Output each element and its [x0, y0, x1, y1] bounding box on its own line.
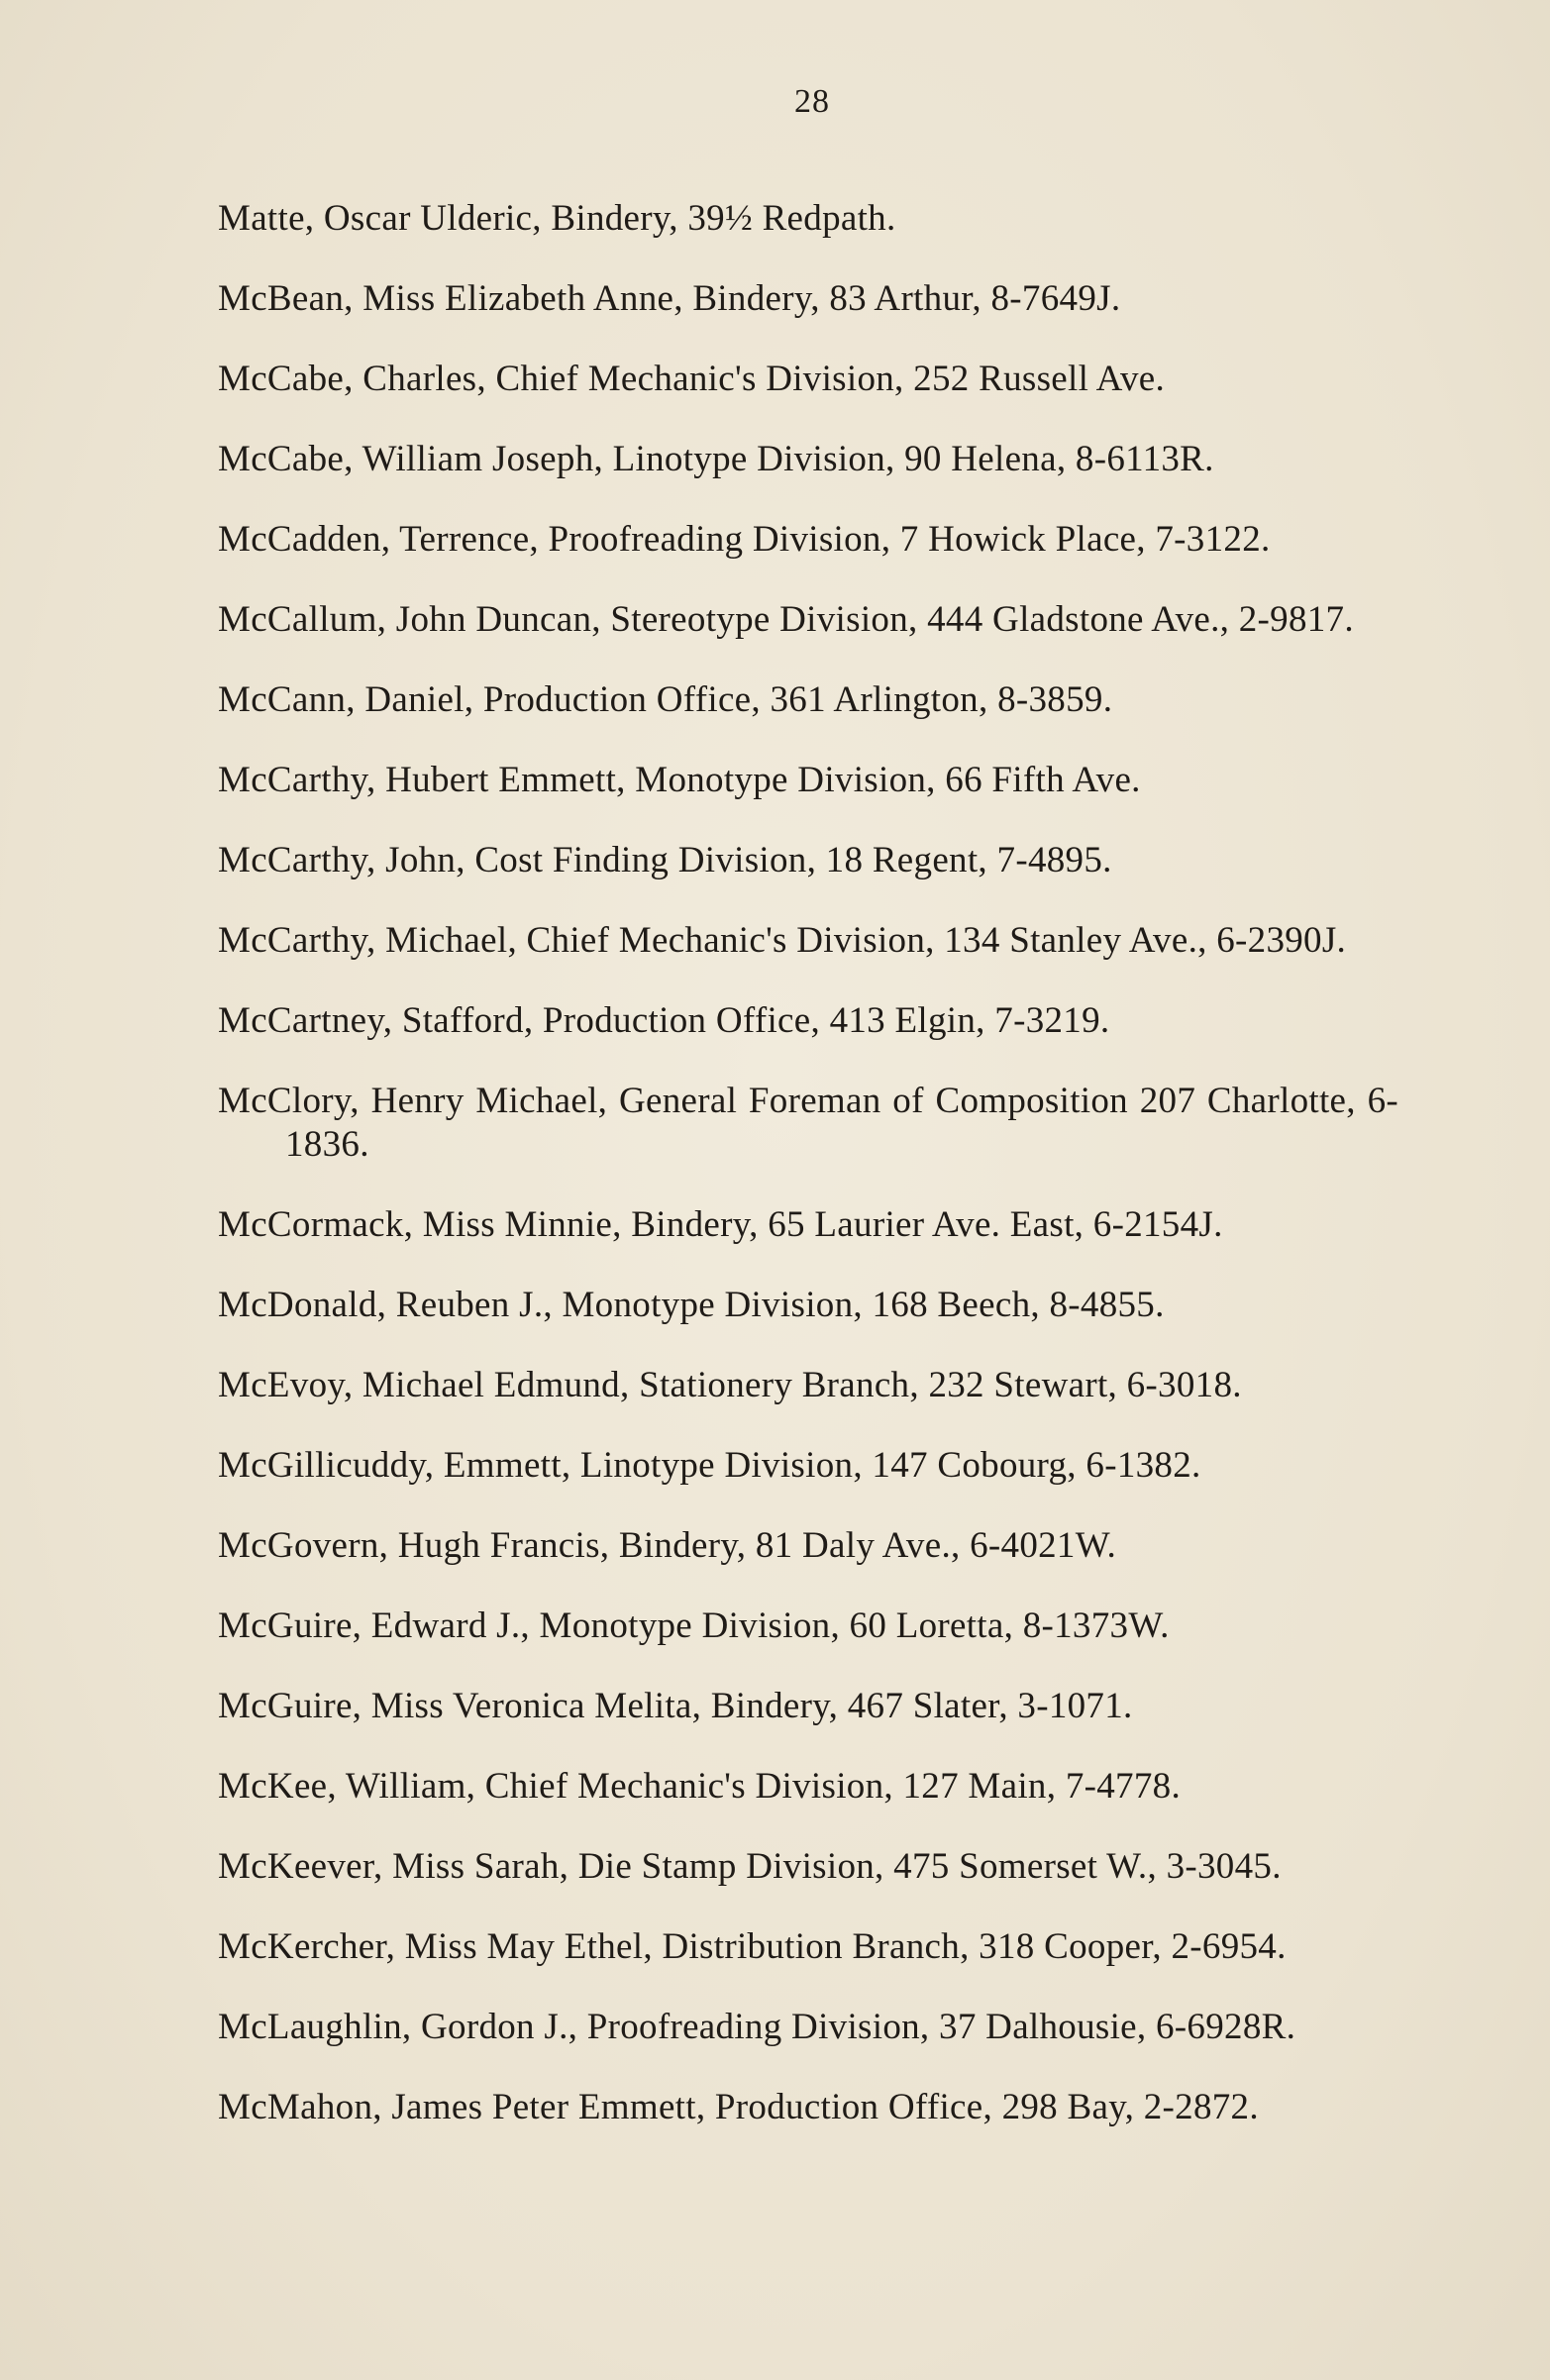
page-number: 28: [794, 83, 830, 120]
directory-entry: McCadden, Terrence, Proofreading Division, 7 Howick Place, 7-3122.: [218, 519, 1271, 560]
directory-entry: Matte, Oscar Ulderic, Bindery, 39½ Redpath.: [218, 198, 896, 239]
directory-entry: McGuire, Miss Veronica Melita, Bindery, 467 Slater, 3-1071.: [218, 1686, 1133, 1726]
directory-entry: McCarthy, John, Cost Finding Division, 18 Regent, 7-4895.: [218, 840, 1112, 880]
directory-entry: McKeever, Miss Sarah, Die Stamp Division, 475 Somerset W., 3-3045.: [218, 1846, 1282, 1887]
directory-entry: McCabe, Charles, Chief Mechanic's Division, 252 Russell Ave.: [218, 359, 1166, 399]
directory-entry: McCabe, William Joseph, Linotype Division, 90 Helena, 8-6113R.: [218, 439, 1214, 479]
directory-entry: McEvoy, Michael Edmund, Stationery Branch, 232 Stewart, 6-3018.: [218, 1365, 1242, 1405]
directory-entry: McClory, Henry Michael, General Foreman of Composition 207 Charlotte, 6-1836.: [218, 1081, 1398, 1165]
directory-entry: McKee, William, Chief Mechanic's Division, 127 Main, 7-4778.: [218, 1766, 1181, 1807]
directory-entry: McKercher, Miss May Ethel, Distribution Branch, 318 Cooper, 2-6954.: [218, 1926, 1287, 1967]
directory-entry: McLaughlin, Gordon J., Proofreading Division, 37 Dalhousie, 6-6928R.: [218, 2007, 1296, 2047]
directory-entry: McCann, Daniel, Production Office, 361 Arlington, 8-3859.: [218, 679, 1113, 720]
directory-entry: McCarthy, Michael, Chief Mechanic's Division, 134 Stanley Ave., 6-2390J.: [218, 920, 1347, 961]
directory-entry: McMahon, James Peter Emmett, Production Office, 298 Bay, 2-2872.: [218, 2087, 1259, 2127]
directory-entry: McCarthy, Hubert Emmett, Monotype Division, 66 Fifth Ave.: [218, 760, 1141, 800]
directory-entry: McCormack, Miss Minnie, Bindery, 65 Laurier Ave. East, 6-2154J.: [218, 1204, 1223, 1245]
directory-entry: McGovern, Hugh Francis, Bindery, 81 Daly Ave., 6-4021W.: [218, 1525, 1117, 1566]
directory-entry: McCartney, Stafford, Production Office, 413 Elgin, 7-3219.: [218, 1000, 1110, 1041]
directory-entry: McCallum, John Duncan, Stereotype Division, 444 Gladstone Ave., 2-9817.: [218, 599, 1354, 640]
directory-entry: McDonald, Reuben J., Monotype Division, 168 Beech, 8-4855.: [218, 1285, 1165, 1325]
directory-entries: [218, 160, 1398, 2143]
directory-entry: McGuire, Edward J., Monotype Division, 60 Loretta, 8-1373W.: [218, 1605, 1170, 1646]
directory-entry: McGillicuddy, Emmett, Linotype Division, 147 Cobourg, 6-1382.: [218, 1445, 1201, 1486]
directory-entry: McBean, Miss Elizabeth Anne, Bindery, 83 Arthur, 8-7649J.: [218, 278, 1121, 319]
